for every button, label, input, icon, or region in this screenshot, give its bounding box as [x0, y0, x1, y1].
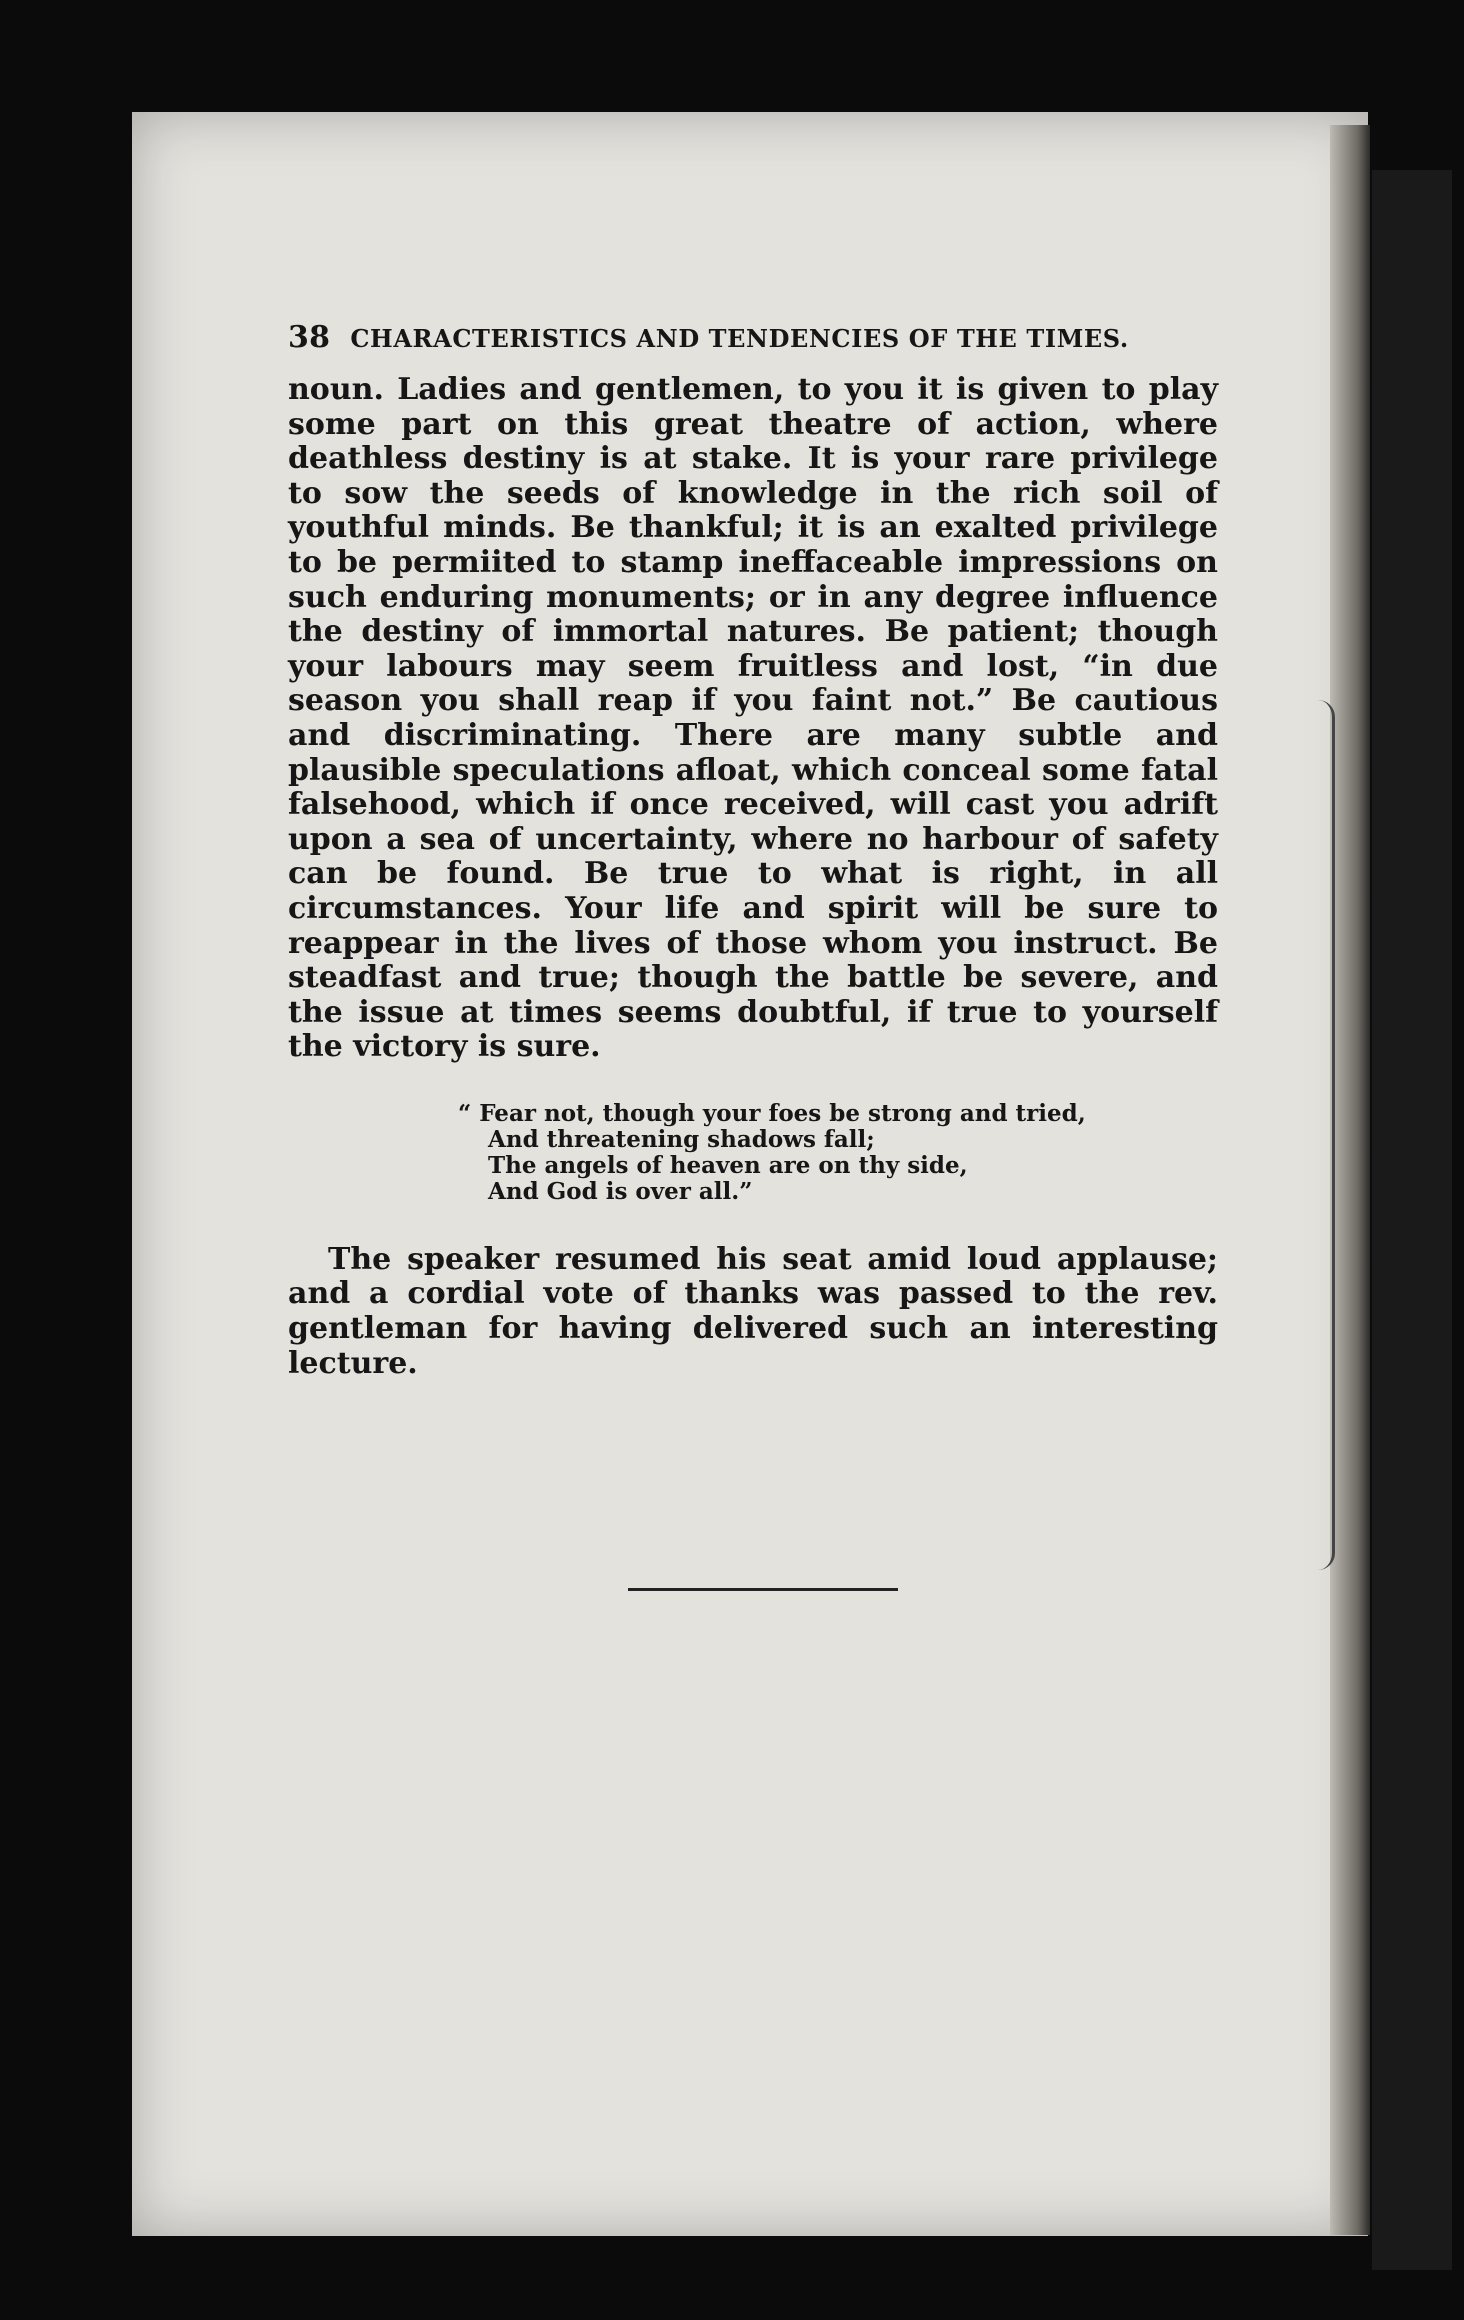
- page-header: [288, 320, 1218, 355]
- page-text: [288, 320, 1218, 1381]
- poem-line: And God is over all.”: [488, 1177, 753, 1205]
- page-edge: [1330, 125, 1370, 2235]
- binding-thread: [1318, 700, 1335, 1570]
- section-rule: [628, 1588, 898, 1591]
- poem-line: “ Fear not, though your foes be strong and tried,: [458, 1099, 1086, 1127]
- book-spine: [1372, 170, 1452, 2270]
- poem-line: And threatening shadows fall;: [488, 1125, 875, 1153]
- running-head: CHARACTERISTICS AND TENDENCIES OF THE TIMES.: [350, 324, 1129, 353]
- closing-paragraph: The speaker resumed his seat amid loud applause; and a cordial vote of thanks was passed to the rev. gentleman for having delivered such an interesting lecture.: [288, 1241, 1218, 1381]
- body-paragraph: noun. Ladies and gentlemen, to you it is given to play some part on this great theatre of action, where deathless destiny is at stake. It is your rare privilege to sow the seeds of knowledge in the rich soil of youthful minds. Be thankful; it is an exalted privilege to be permiited to stamp ineffaceable impressions on such enduring monuments; or in any degree influence the destiny of immortal natures. Be patient; though your labours may seem fruitless and lost, “in due season you shall reap if you faint not.” Be cautious and discriminating. There are many subtle and plausible speculations afloat, which conceal some fatal falsehood, which if once received, will cast you adrift upon a sea of uncertainty, where no harbour of safety can be found. Be true to what is right, in all circumstances. Your life and spirit will be sure to reappear in the lives of those whom you instruct. Be steadfast and true; though the battle be severe, and the issue at times seems doubtful, if true to yourself the victory is sure.: [288, 372, 1218, 1065]
- page-number: 38: [288, 320, 331, 355]
- poem-quote: [458, 1101, 1218, 1205]
- poem-line: The angels of heaven are on thy side,: [488, 1151, 968, 1179]
